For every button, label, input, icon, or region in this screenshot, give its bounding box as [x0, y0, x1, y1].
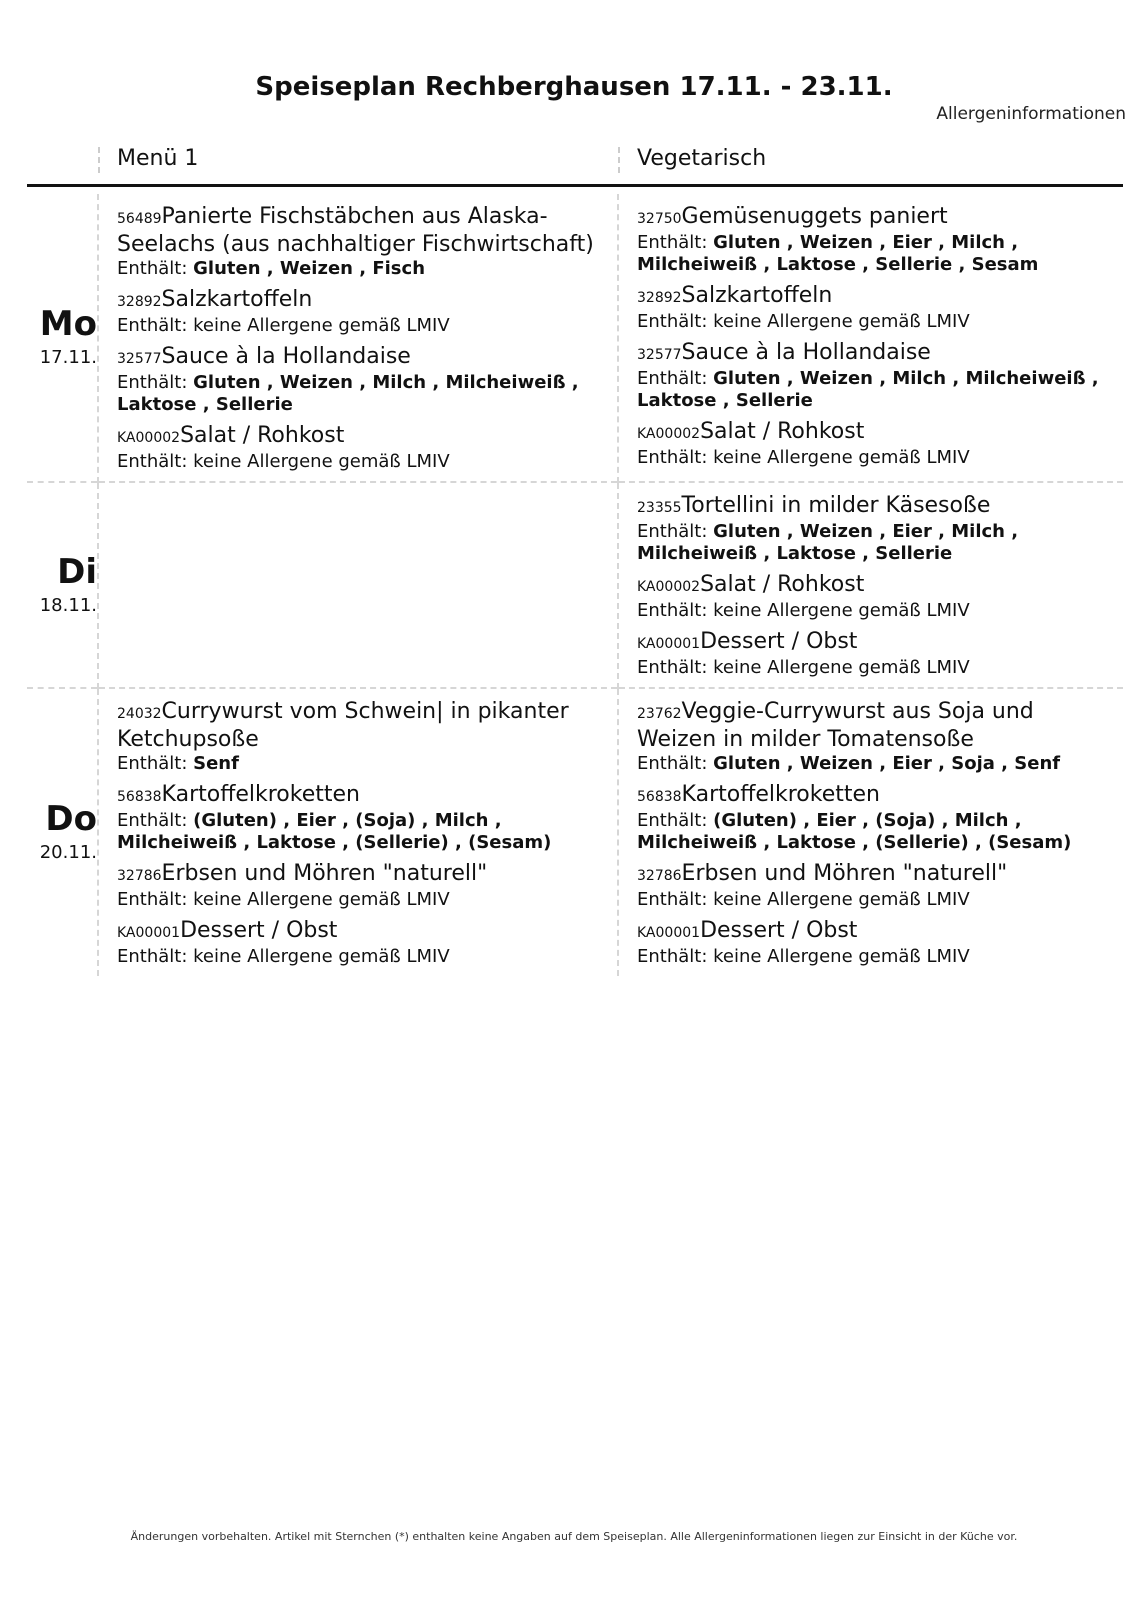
day-date: 17.11. [39, 347, 97, 368]
menu-item [637, 629, 1115, 679]
allergen-list: Gluten , Weizen , Fisch [193, 258, 426, 279]
day-name: Di [57, 551, 97, 592]
header-divider [27, 184, 1123, 187]
allergen-prefix: Enthält: [637, 753, 714, 774]
allergen-line [637, 311, 1115, 333]
allergen-prefix: Enthält: [117, 372, 194, 393]
menu-item [637, 918, 1115, 968]
menu-item [117, 918, 609, 968]
menu-item [637, 283, 1115, 333]
allergen-list: (Gluten) , Eier , (Soja) , Milch , Milcheiweiß , Laktose , (Sellerie) , (Sesam) [117, 810, 552, 853]
dish-code: KA00001 [117, 925, 181, 941]
dish-code: 23762 [637, 706, 682, 722]
allergen-list: Gluten , Weizen , Milch , Milcheiweiß , Laktose , Sellerie [117, 372, 579, 415]
page-title: Speiseplan Rechberghausen 17.11. - 23.11. [255, 72, 893, 102]
allergen-line [117, 810, 609, 854]
dish-name: Veggie-Currywurst aus Soja und Weizen in milder Tomatensoße [637, 699, 1034, 752]
allergen-line [637, 753, 1115, 775]
allergen-list: Gluten , Weizen , Eier , Soja , Senf [713, 753, 1061, 774]
menu1-cell [98, 688, 618, 976]
menu-item [117, 782, 609, 854]
dish-code: 23355 [637, 500, 682, 516]
dish-line [637, 493, 1115, 521]
allergen-list: (Gluten) , Eier , (Soja) , Milch , Milcheiweiß , Laktose , (Sellerie) , (Sesam) [637, 810, 1072, 853]
allergen-prefix: Enthält: [117, 753, 194, 774]
menu-item [117, 287, 609, 337]
dish-line [637, 699, 1115, 753]
dish-name: Erbsen und Möhren "naturell" [681, 861, 1008, 886]
allergen-line [637, 946, 1115, 968]
dish-line [637, 419, 1115, 447]
allergen-prefix: Enthält: keine Allergene gemäß LMIV [117, 315, 450, 336]
allergen-line [117, 889, 609, 911]
dish-line [637, 283, 1115, 311]
dish-line [637, 629, 1115, 657]
column-divider [618, 147, 620, 173]
dish-name: Dessert / Obst [180, 918, 338, 943]
dish-line [637, 204, 1115, 232]
menu-item [117, 423, 609, 473]
menu-item [637, 204, 1115, 276]
dish-code: 56838 [117, 789, 162, 805]
dish-name: Kartoffelkroketten [161, 782, 360, 807]
menu-item [117, 861, 609, 911]
dish-line [117, 782, 609, 810]
day-date: 18.11. [39, 594, 97, 616]
dish-line [117, 918, 609, 946]
allergen-prefix: Enthält: keine Allergene gemäß LMIV [637, 447, 970, 468]
dish-name: Gemüsenuggets paniert [681, 204, 948, 229]
dish-code: 32577 [637, 347, 682, 363]
dish-code: 32786 [117, 868, 162, 884]
allergen-prefix: Enthält: [117, 810, 194, 831]
allergen-list: Gluten , Weizen , Milch , Milcheiweiß , Laktose , Sellerie [637, 368, 1099, 411]
dish-line [637, 572, 1115, 600]
dish-code: 32892 [637, 290, 682, 306]
day-name: Do [45, 799, 97, 839]
dish-code: 24032 [117, 706, 162, 722]
column-divider [98, 147, 100, 173]
column-header-vegetarian: Vegetarisch [637, 146, 767, 171]
menu1-cell [98, 482, 618, 688]
day-row [27, 482, 1123, 688]
dish-code: 56838 [637, 789, 682, 805]
allergen-prefix: Enthält: [637, 810, 714, 831]
dish-line [637, 782, 1115, 810]
dish-name: Salzkartoffeln [681, 283, 833, 308]
allergen-prefix: Enthält: [637, 232, 714, 253]
allergen-prefix: Enthält: keine Allergene gemäß LMIV [637, 889, 970, 910]
dish-code: KA00002 [117, 430, 181, 446]
allergen-line [117, 315, 609, 337]
dish-name: Salat / Rohkost [700, 419, 865, 444]
menu-item [637, 419, 1115, 469]
allergen-prefix: Enthält: keine Allergene gemäß LMIV [117, 946, 450, 967]
allergen-line [637, 657, 1115, 679]
vegetarian-cell [618, 482, 1123, 688]
allergen-list: Senf [193, 753, 239, 774]
allergen-list: Gluten , Weizen , Eier , Milch , Milcheiweiß , Laktose , Sellerie [637, 521, 1019, 564]
dish-line [637, 861, 1115, 889]
menu-table [27, 194, 1123, 976]
dish-line [117, 287, 609, 315]
dish-name: Dessert / Obst [700, 629, 858, 654]
day-cell [27, 482, 98, 688]
menu-item [637, 782, 1115, 854]
menu-item [637, 699, 1115, 775]
dish-code: KA00002 [637, 426, 701, 442]
column-header-menu1: Menü 1 [117, 146, 199, 171]
allergen-line [117, 258, 609, 280]
day-row [27, 688, 1123, 976]
dish-code: KA00001 [637, 925, 701, 941]
day-cell [27, 688, 98, 976]
dish-line [637, 918, 1115, 946]
allergen-line [637, 521, 1115, 565]
menu-item [117, 344, 609, 416]
dish-name: Salzkartoffeln [161, 287, 313, 312]
day-name: Mo [39, 304, 97, 344]
dish-name: Dessert / Obst [700, 918, 858, 943]
dish-code: 32577 [117, 351, 162, 367]
allergen-line [637, 368, 1115, 412]
day-cell [27, 194, 98, 482]
menu-item [637, 493, 1115, 565]
menu-item [637, 340, 1115, 412]
menu-item [117, 699, 609, 775]
dish-line [117, 861, 609, 889]
vegetarian-cell [618, 688, 1123, 976]
menu-item [117, 204, 609, 280]
dish-line [637, 340, 1115, 368]
day-row [27, 194, 1123, 482]
allergen-prefix: Enthält: keine Allergene gemäß LMIV [117, 451, 450, 472]
vegetarian-cell [618, 194, 1123, 482]
allergen-prefix: Enthält: keine Allergene gemäß LMIV [637, 311, 970, 332]
allergen-info-label: Allergeninformationen [936, 104, 1126, 124]
allergen-prefix: Enthält: keine Allergene gemäß LMIV [637, 657, 970, 678]
dish-code: KA00001 [637, 636, 701, 652]
dish-code: KA00002 [637, 579, 701, 595]
dish-name: Erbsen und Möhren "naturell" [161, 861, 488, 886]
menu-item [637, 572, 1115, 622]
dish-code: 32750 [637, 211, 682, 227]
allergen-prefix: Enthält: [117, 258, 194, 279]
dish-name: Currywurst vom Schwein| in pikanter Ketchupsoße [117, 699, 569, 752]
dish-name: Sauce à la Hollandaise [681, 340, 931, 365]
menu-item [637, 861, 1115, 911]
footer-note: Änderungen vorbehalten. Artikel mit Sternchen (*) enthalten keine Angaben auf dem Speiseplan. Alle Allergeninformationen liegen zur Einsicht in der Küche vor. [130, 1530, 1018, 1543]
allergen-line [637, 232, 1115, 276]
allergen-prefix: Enthält: keine Allergene gemäß LMIV [637, 600, 970, 621]
allergen-list: Gluten , Weizen , Eier , Milch , Milcheiweiß , Laktose , Sellerie , Sesam [637, 232, 1039, 275]
allergen-line [117, 946, 609, 968]
dish-line [117, 204, 609, 258]
dish-code: 32786 [637, 868, 682, 884]
day-date: 20.11. [39, 842, 97, 863]
dish-name: Salat / Rohkost [700, 572, 865, 597]
dish-name: Tortellini in milder Käsesoße [681, 493, 991, 518]
allergen-line [117, 753, 609, 775]
dish-name: Kartoffelkroketten [681, 782, 880, 807]
allergen-line [637, 600, 1115, 622]
allergen-line [117, 372, 609, 416]
allergen-line [637, 810, 1115, 854]
menu1-cell [98, 194, 618, 482]
allergen-prefix: Enthält: [637, 368, 714, 389]
dish-line [117, 699, 609, 753]
allergen-prefix: Enthält: [637, 521, 714, 542]
dish-code: 32892 [117, 294, 162, 310]
dish-code: 56489 [117, 211, 162, 227]
allergen-line [637, 889, 1115, 911]
dish-name: Panierte Fischstäbchen aus Alaska-Seelachs (aus nachhaltiger Fischwirtschaft) [117, 204, 594, 257]
allergen-prefix: Enthält: keine Allergene gemäß LMIV [117, 889, 450, 910]
allergen-prefix: Enthält: keine Allergene gemäß LMIV [637, 946, 970, 967]
dish-line [117, 344, 609, 372]
dish-line [117, 423, 609, 451]
allergen-line [117, 451, 609, 473]
allergen-line [637, 447, 1115, 469]
dish-name: Sauce à la Hollandaise [161, 344, 411, 369]
dish-name: Salat / Rohkost [180, 423, 345, 448]
